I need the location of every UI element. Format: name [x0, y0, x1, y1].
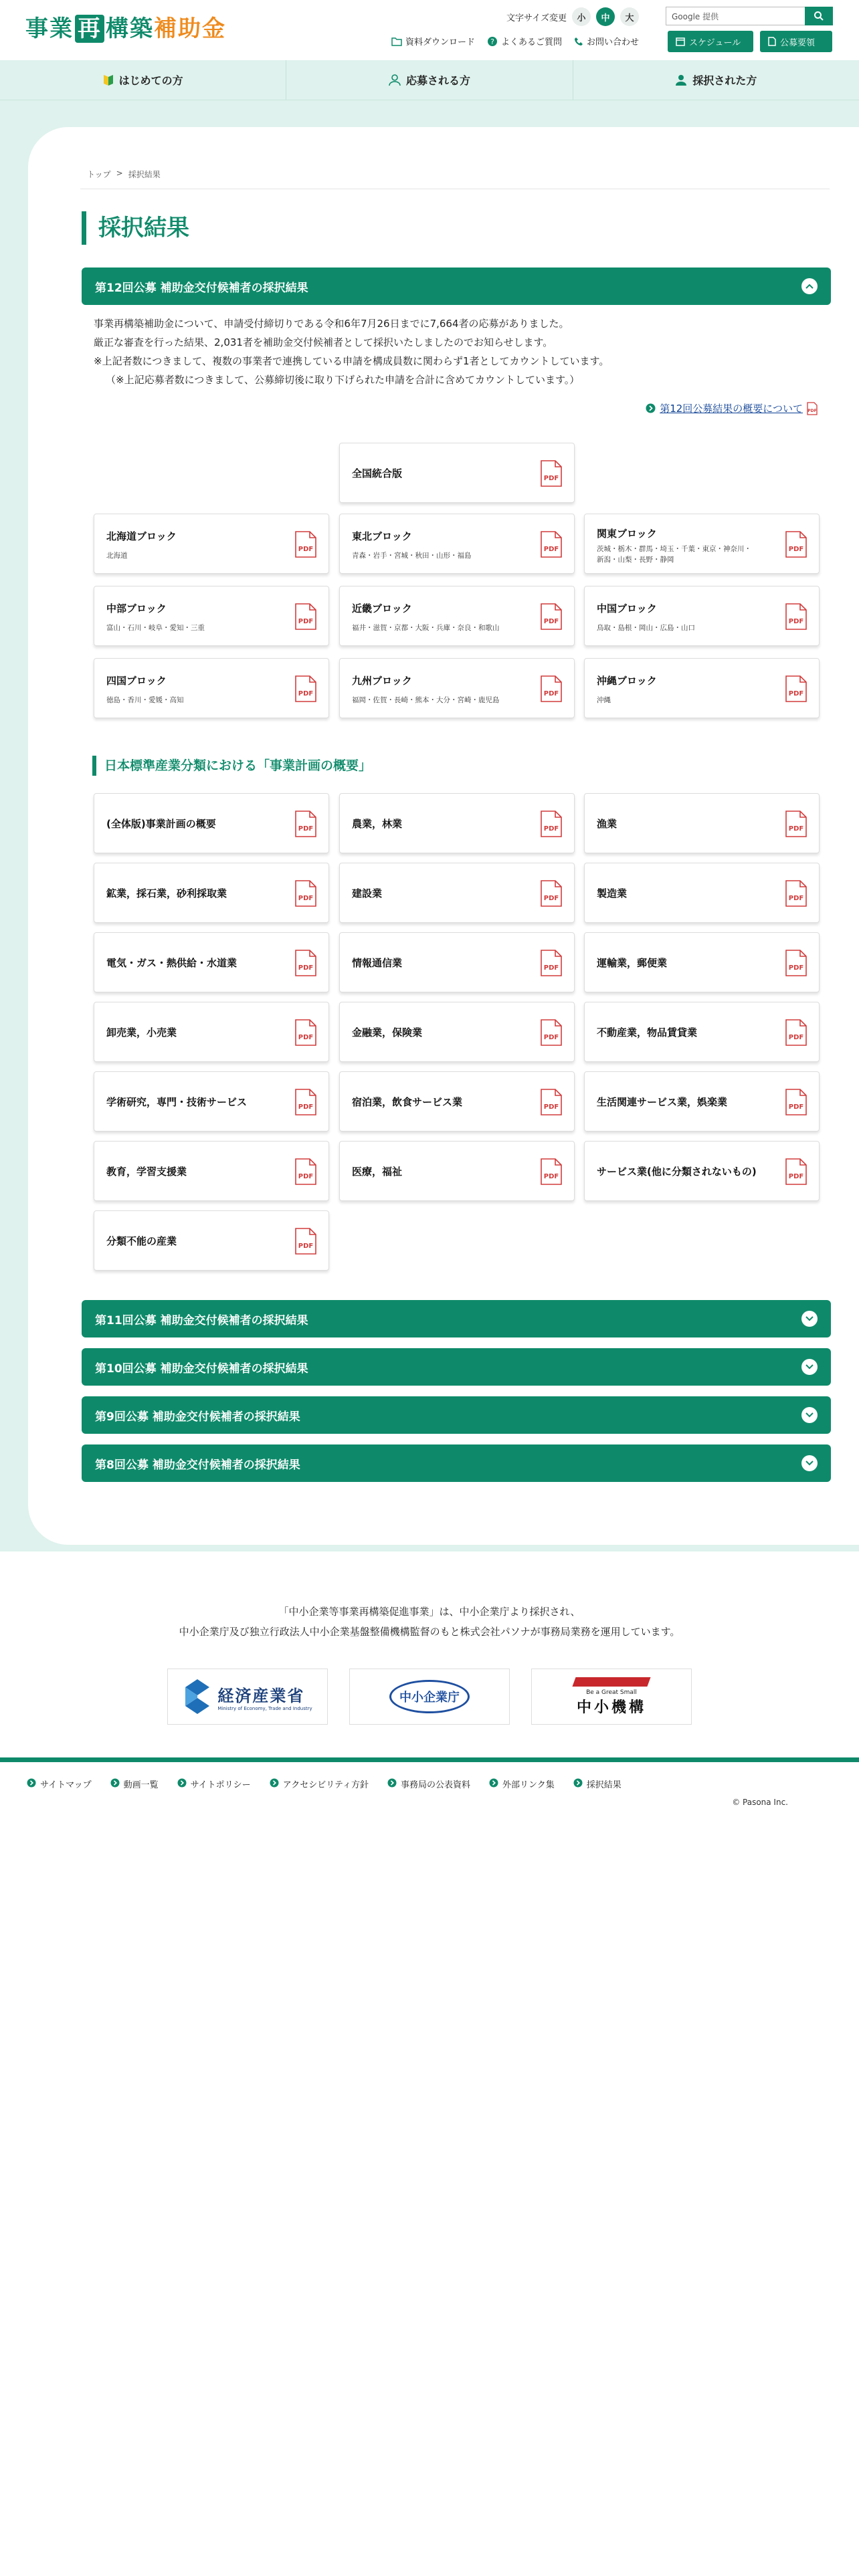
industry-tile-title: 宿泊業，飲食サービス業 [352, 1096, 463, 1108]
logo-part-3: 補助金 [154, 15, 226, 42]
intro-line-1: 事業再構築補助金について、申請受付締切りである令和6年7月26日までに7,664者の応募がありました。 [94, 318, 569, 330]
intro-text [94, 314, 609, 389]
arrow-circle-icon [27, 1778, 36, 1790]
tile-title: 全国統合版 [352, 467, 403, 479]
tile-title: 北海道ブロック [106, 530, 177, 542]
footer-link-external[interactable] [489, 1778, 555, 1790]
industry-tile[interactable] [339, 1002, 575, 1062]
industry-tile[interactable] [94, 1141, 329, 1201]
industry-tile-title: 分類不能の産業 [106, 1235, 177, 1247]
svg-text:PDF: PDF [298, 546, 314, 553]
industry-tile-title: 学術研究，専門・技術サービス [106, 1096, 248, 1108]
tile-okinawa[interactable] [584, 658, 820, 718]
industry-tile[interactable] [339, 793, 575, 853]
guideline-button[interactable] [760, 31, 832, 52]
industry-tile[interactable] [94, 932, 329, 992]
industry-tile-title: 医療，福祉 [352, 1166, 403, 1178]
meti-name-en: Ministry of Economy, Trade and Industry [217, 1705, 312, 1711]
chevron-down-icon [801, 1455, 818, 1471]
pdf-icon [541, 880, 562, 909]
pdf-icon [785, 675, 807, 705]
intro-line-2: 厳正な審査を行った結果、2,031者を補助金交付候補者として採択いたしましたのでお知らせします。 [94, 336, 553, 348]
industry-tile-title: 生活関連サービス業，娯楽業 [597, 1096, 728, 1108]
footer-link-label: アクセシビリティ方針 [282, 1780, 369, 1790]
tile-tohoku[interactable] [339, 514, 575, 574]
schedule-button[interactable] [668, 31, 753, 52]
pdf-icon [295, 811, 316, 840]
calendar-icon [676, 37, 685, 46]
chevron-down-icon [801, 1359, 818, 1375]
nav-first-time-label: はじめての方 [118, 74, 183, 87]
tile-subtitle: 沖縄 [597, 696, 611, 704]
footer-info-line-2: 中小企業庁及び独立行政法人中小企業基盤整備機構監督のもと株式会社パソナが事務局業務を運用しています。 [179, 1626, 680, 1638]
font-size-medium-button[interactable]: 中 [596, 7, 615, 26]
tile-subtitle: 富山・石川・岐阜・愛知・三重 [106, 624, 205, 632]
svg-text:PDF: PDF [788, 1034, 804, 1041]
font-size-small-button[interactable]: 小 [572, 7, 591, 26]
footer-link-public-materials[interactable] [387, 1778, 470, 1790]
industry-tile-title: 製造業 [597, 887, 628, 899]
tile-title: 九州ブロック [352, 675, 412, 687]
tile-title: 沖縄ブロック [597, 675, 657, 687]
svg-text:PDF: PDF [543, 964, 559, 972]
industry-tile-title: 電気・ガス・熱供給・水道業 [106, 957, 237, 969]
tile-subtitle: 鳥取・島根・岡山・広島・山口 [597, 624, 695, 632]
svg-text:PDF: PDF [788, 895, 804, 902]
copyright: © Pasona Inc. [732, 1798, 788, 1807]
tile-subtitle [597, 544, 784, 565]
industry-tile-title: 金融業，保険業 [352, 1027, 423, 1039]
svg-text:PDF: PDF [788, 618, 804, 625]
svg-text:PDF: PDF [543, 475, 559, 482]
footer-link-label: サイトマップ [40, 1780, 92, 1790]
industry-tile-title: 建設業 [352, 887, 383, 899]
svg-text:PDF: PDF [543, 895, 559, 902]
pdf-icon [785, 1158, 807, 1188]
pdf-icon [541, 811, 562, 840]
phone-icon [574, 37, 583, 46]
accordion-round-10[interactable] [82, 1348, 831, 1386]
accordion-round-11[interactable] [82, 1300, 831, 1337]
industry-tile[interactable] [94, 1002, 329, 1062]
svg-text:PDF: PDF [543, 1103, 559, 1111]
beginner-mark-icon [103, 74, 114, 86]
svg-text:PDF: PDF [298, 1243, 314, 1250]
industry-section-heading: 日本標準産業分類における「事業計画の概要」 [92, 756, 371, 776]
svg-text:PDF: PDF [543, 1173, 559, 1180]
guideline-button-label: 公募要領 [780, 37, 816, 48]
arrow-circle-icon [489, 1778, 498, 1790]
meti-logo-text [217, 1683, 312, 1711]
tile-chugoku[interactable] [584, 586, 820, 646]
pdf-icon [541, 1089, 562, 1118]
pdf-icon [785, 531, 807, 560]
industry-tile-title: サービス業(他に分類されないもの) [597, 1166, 757, 1178]
faq-link[interactable] [487, 35, 562, 47]
footer-link-label: 事務局の公表資料 [401, 1780, 471, 1790]
tile-subtitle-line-2: 新潟・山梨・長野・静岡 [597, 556, 674, 564]
site-logo[interactable] [25, 15, 226, 43]
pdf-icon [295, 1089, 316, 1118]
pdf-icon [541, 603, 562, 633]
breadcrumb-current: 採択結果 [128, 170, 161, 179]
meti-logo-link[interactable] [167, 1669, 328, 1725]
meti-logo-icon [183, 1678, 212, 1715]
font-size-label: 文字サイズ変更 [506, 13, 567, 23]
arrow-circle-icon [646, 403, 656, 413]
svg-text:?: ? [490, 37, 494, 46]
pdf-icon [541, 460, 562, 490]
accordion-label: 第10回公募 補助金交付候補者の採択結果 [95, 1362, 308, 1376]
pdf-icon [785, 950, 807, 979]
intro-line-3: ※上記者数につきまして、複数の事業者で連携している申請を構成員数に関わらず1者としてカウントしています。 [94, 355, 609, 367]
chevron-down-icon [801, 1311, 818, 1327]
pdf-icon [295, 531, 316, 560]
footer-link-site-policy[interactable] [177, 1778, 251, 1790]
svg-text:PDF: PDF [298, 618, 314, 625]
smrj-tagline: Be a Great Small [586, 1689, 637, 1696]
question-icon [487, 36, 498, 47]
pdf-icon [785, 880, 807, 909]
industry-tile[interactable] [584, 793, 820, 853]
global-nav [0, 60, 859, 100]
tile-subtitle: 福井・滋賀・京都・大阪・兵庫・奈良・和歌山 [352, 624, 500, 632]
breadcrumb [87, 169, 161, 180]
svg-text:PDF: PDF [298, 1173, 314, 1180]
svg-text:PDF: PDF [298, 1103, 314, 1111]
nav-adopted-label: 採択された方 [692, 74, 757, 87]
accordion-round-12-label: 第12回公募 補助金交付候補者の採択結果 [95, 281, 308, 295]
industry-tile-title: 情報通信業 [352, 957, 403, 969]
pdf-icon [785, 1089, 807, 1118]
font-size-large-button[interactable]: 大 [620, 7, 639, 26]
industry-tile-title: 運輸業，郵便業 [597, 957, 668, 969]
tile-subtitle-line-1: 茨城・栃木・群馬・埼玉・千葉・東京・神奈川・ [597, 545, 751, 553]
svg-text:PDF: PDF [788, 964, 804, 972]
footer-info-line-1: 「中小企業等事業再構築促進事業」は、中小企業庁より採択され、 [278, 1606, 581, 1618]
footer-link-sitemap[interactable] [27, 1778, 92, 1790]
industry-tile-title: 農業，林業 [352, 818, 403, 830]
breadcrumb-separator: > [116, 169, 123, 178]
pdf-icon [541, 675, 562, 705]
site-header [0, 0, 859, 60]
footer-link-results[interactable] [573, 1778, 622, 1790]
industry-tile[interactable] [339, 932, 575, 992]
accordion-label: 第9回公募 補助金交付候補者の採択結果 [95, 1410, 300, 1424]
sme-agency-logo-link[interactable] [349, 1669, 510, 1725]
download-link-label: 資料ダウンロード [405, 37, 476, 47]
search-icon [814, 11, 824, 21]
nav-adopted[interactable] [573, 60, 859, 100]
pdf-icon [295, 950, 316, 979]
pdf-icon [295, 880, 316, 909]
pdf-icon [785, 1019, 807, 1049]
industry-tile[interactable] [339, 1071, 575, 1132]
contact-link-label: お問い合わせ [587, 37, 640, 47]
svg-text:PDF: PDF [298, 690, 314, 697]
industry-tile-title: 卸売業，小売業 [106, 1027, 177, 1039]
arrow-circle-icon [110, 1778, 120, 1790]
document-icon [768, 37, 776, 46]
tile-subtitle: 徳島・香川・愛媛・高知 [106, 696, 184, 704]
svg-text:PDF: PDF [788, 825, 804, 833]
faq-link-label: よくあるご質問 [501, 37, 563, 47]
industry-tile[interactable] [584, 1141, 820, 1201]
schedule-button-label: スケジュール [689, 37, 741, 48]
folder-icon [391, 37, 402, 46]
footer-link-label: サイトポリシー [190, 1780, 251, 1790]
nav-applicants[interactable] [286, 60, 573, 100]
meti-name: 経済産業省 [217, 1686, 305, 1705]
svg-text:PDF: PDF [298, 964, 314, 972]
svg-text:PDF: PDF [788, 1103, 804, 1111]
footer-link-accessibility[interactable] [270, 1778, 369, 1790]
tile-kyushu[interactable] [339, 658, 575, 718]
logo-part-2: 構築 [106, 15, 154, 42]
svg-text:PDF: PDF [298, 895, 314, 902]
tile-title: 東北ブロック [352, 530, 412, 542]
industry-tile[interactable] [339, 1141, 575, 1201]
footer-link-videos[interactable] [110, 1778, 159, 1790]
download-link[interactable] [391, 35, 475, 47]
industry-tile[interactable] [584, 1071, 820, 1132]
pdf-icon [785, 603, 807, 633]
pdf-icon [295, 1019, 316, 1049]
logo-part-box: 再 [75, 15, 104, 43]
industry-tile-title: 教育，学習支援業 [106, 1166, 187, 1178]
industry-tile-title: 漁業 [597, 818, 617, 830]
svg-text:PDF: PDF [807, 408, 817, 413]
industry-tile-title: (全体版)事業計画の概要 [106, 818, 216, 830]
person-icon [675, 74, 687, 86]
industry-tile[interactable] [94, 793, 329, 853]
page-title: 採択結果 [82, 211, 189, 245]
svg-text:PDF: PDF [298, 1034, 314, 1041]
svg-text:PDF: PDF [298, 825, 314, 833]
tile-hokkaido[interactable] [94, 514, 329, 574]
intro-line-4: （※上記応募者数につきまして、公募締切後に取り下げられた申請を合計に含めてカウントしています。） [106, 374, 580, 386]
arrow-circle-icon [387, 1778, 397, 1790]
smrj-logo-mark [572, 1677, 650, 1687]
footer-links [27, 1778, 622, 1790]
breadcrumb-top[interactable]: トップ [87, 170, 111, 179]
tile-chubu[interactable] [94, 586, 329, 646]
svg-text:PDF: PDF [543, 618, 559, 625]
header-utility-links [391, 35, 639, 47]
site-search [666, 7, 833, 25]
svg-text:PDF: PDF [788, 546, 804, 553]
footer-accent-bar [0, 1757, 859, 1762]
svg-text:PDF: PDF [788, 1173, 804, 1180]
accordion-round-12[interactable] [82, 267, 831, 305]
footer-link-label: 動画一覧 [123, 1780, 159, 1790]
contact-link[interactable] [574, 35, 639, 47]
arrow-circle-icon [177, 1778, 187, 1790]
svg-text:PDF: PDF [788, 690, 804, 697]
industry-tile-title: 不動産業，物品賃貸業 [597, 1027, 698, 1039]
summary-link[interactable] [646, 401, 818, 415]
smrj-logo-link[interactable] [531, 1669, 692, 1725]
tile-kinki[interactable] [339, 586, 575, 646]
chevron-up-icon [801, 278, 818, 294]
tile-subtitle: 福岡・佐賀・長崎・熊本・大分・宮崎・鹿児島 [352, 696, 500, 704]
svg-text:PDF: PDF [543, 1034, 559, 1041]
tile-shikoku[interactable] [94, 658, 329, 718]
tile-title: 四国ブロック [106, 675, 167, 687]
accordion-round-9[interactable] [82, 1396, 831, 1434]
tile-title: 中部ブロック [106, 603, 167, 615]
chevron-down-icon [801, 1407, 818, 1423]
pdf-icon [541, 531, 562, 560]
accordion-round-8[interactable] [82, 1444, 831, 1482]
pdf-icon [295, 1228, 316, 1257]
logo-part-1: 事業 [25, 15, 74, 42]
pdf-icon [541, 1019, 562, 1049]
svg-text:PDF: PDF [543, 825, 559, 833]
tile-national[interactable] [339, 443, 575, 503]
footer-link-label: 外部リンク集 [502, 1780, 555, 1790]
industry-tile[interactable] [94, 863, 329, 923]
tile-title: 関東ブロック [597, 528, 657, 540]
pdf-icon [295, 603, 316, 633]
tile-title: 近畿ブロック [352, 603, 412, 615]
pdf-icon [785, 811, 807, 840]
pdf-icon [295, 1158, 316, 1188]
pdf-icon [295, 675, 316, 705]
tile-subtitle: 北海道 [106, 552, 128, 560]
person-outline-icon [389, 74, 401, 86]
industry-tile[interactable] [94, 1071, 329, 1132]
accordion-label: 第11回公募 補助金交付候補者の採択結果 [95, 1313, 308, 1327]
arrow-circle-icon [270, 1778, 279, 1790]
arrow-circle-icon [573, 1778, 583, 1790]
svg-text:PDF: PDF [543, 690, 559, 697]
industry-tile[interactable] [339, 863, 575, 923]
pdf-icon [541, 1158, 562, 1188]
tile-kanto[interactable] [584, 514, 820, 574]
industry-tile[interactable] [584, 863, 820, 923]
industry-tile[interactable] [584, 932, 820, 992]
tile-title: 中国ブロック [597, 603, 657, 615]
industry-tile-title: 鉱業，採石業，砂利採取業 [106, 887, 227, 899]
footer-operator-info [0, 1602, 859, 1642]
smrj-name: 中小機構 [576, 1699, 646, 1716]
industry-tile[interactable] [94, 1210, 329, 1271]
pdf-icon [541, 950, 562, 979]
pdf-small-icon [807, 402, 818, 415]
search-input[interactable]: Google 提供 [666, 7, 805, 25]
nav-first-time[interactable] [0, 60, 286, 100]
tile-subtitle: 青森・岩手・宮城・秋田・山形・福島 [352, 552, 472, 560]
accordion-label: 第8回公募 補助金交付候補者の採択結果 [95, 1458, 300, 1472]
footer-link-label: 採択結果 [586, 1780, 622, 1790]
sme-agency-logo: 中小企業庁 [389, 1680, 470, 1713]
search-button[interactable] [805, 7, 833, 25]
svg-text:PDF: PDF [543, 546, 559, 553]
nav-applicants-label: 応募される方 [405, 74, 470, 87]
font-size-switcher [506, 7, 639, 27]
industry-tile[interactable] [584, 1002, 820, 1062]
summary-link-label: 第12回公募結果の概要について [660, 403, 803, 415]
